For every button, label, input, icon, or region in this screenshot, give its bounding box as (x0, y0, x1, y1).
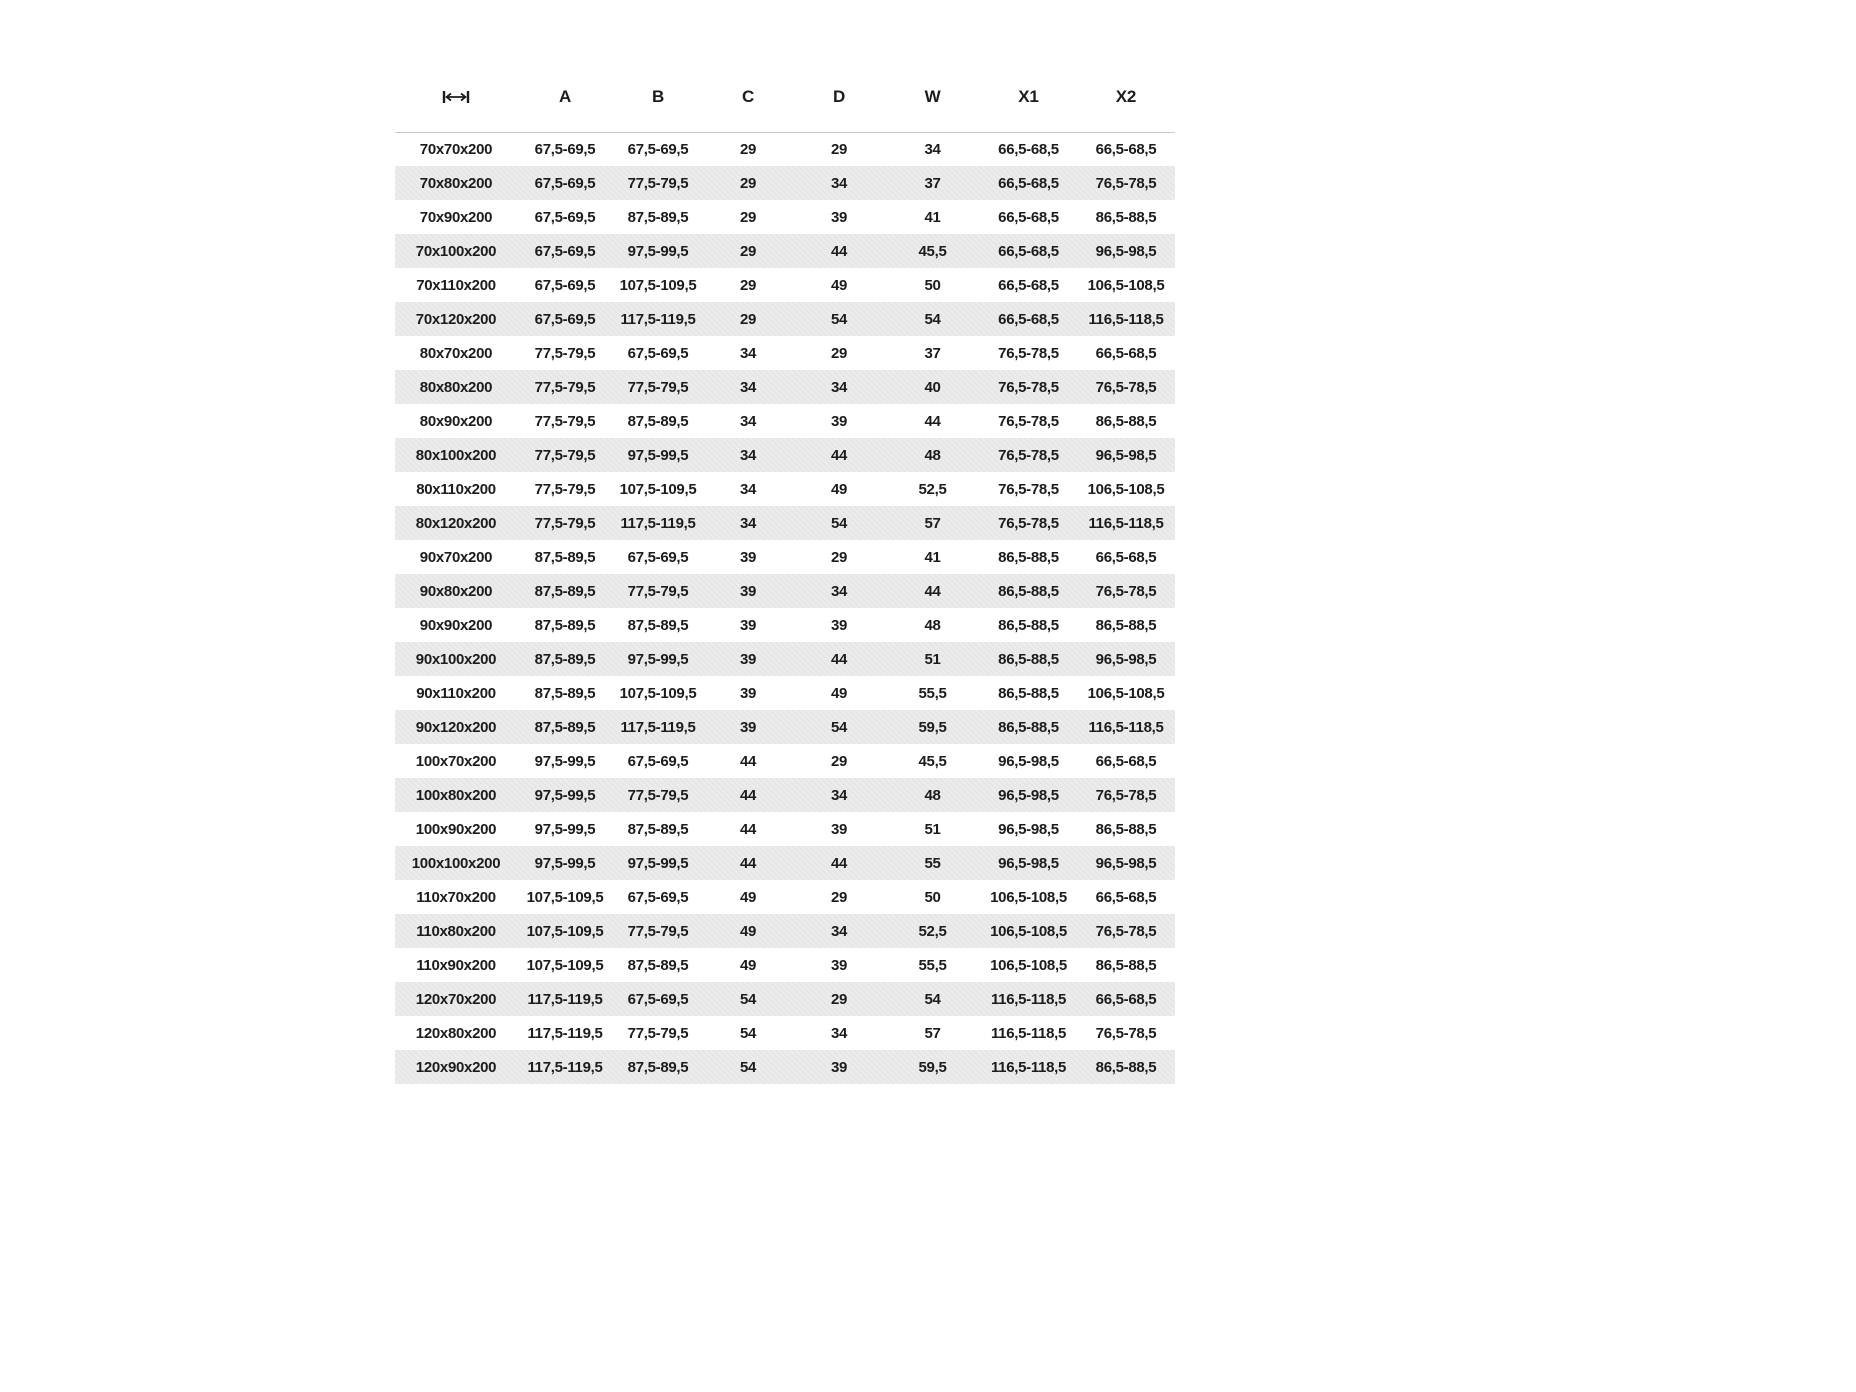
value-cell: 29 (739, 242, 757, 260)
size-cell: 70x80x200 (419, 174, 493, 192)
value-cell: 97,5-99,5 (534, 752, 596, 770)
table-row (395, 336, 1175, 370)
value-cell: 66,5-68,5 (998, 276, 1059, 294)
value-cell: 29 (830, 990, 848, 1008)
value-cell: 44 (924, 582, 941, 600)
value-cell: 66,5-68,5 (998, 140, 1059, 158)
value-cell: 40 (924, 378, 941, 396)
table-row (395, 540, 1175, 574)
table-row (395, 1050, 1175, 1084)
value-cell: 87,5-89,5 (627, 820, 689, 838)
value-cell: 96,5-98,5 (998, 786, 1059, 804)
value-cell: 54 (830, 310, 848, 328)
value-cell: 87,5-89,5 (627, 616, 689, 634)
value-cell: 67,5-69,5 (534, 208, 596, 226)
value-cell: 86,5-88,5 (998, 548, 1059, 566)
table-row (395, 812, 1175, 846)
value-cell: 66,5-68,5 (1095, 548, 1157, 566)
value-cell: 52,5 (918, 480, 947, 498)
value-cell: 86,5-88,5 (1095, 820, 1157, 838)
value-cell: 77,5-79,5 (534, 378, 596, 396)
value-cell: 76,5-78,5 (998, 446, 1059, 464)
value-cell: 39 (830, 820, 848, 838)
table-row (395, 200, 1175, 234)
value-cell: 44 (739, 752, 757, 770)
size-column-header (395, 62, 517, 132)
value-cell: 107,5-109,5 (619, 276, 697, 294)
value-cell: 49 (830, 480, 848, 498)
column-header-x1: X1 (980, 62, 1077, 132)
value-cell: 29 (830, 344, 848, 362)
value-cell: 76,5-78,5 (998, 514, 1059, 532)
value-cell: 54 (924, 990, 941, 1008)
value-cell: 86,5-88,5 (1095, 412, 1157, 430)
value-cell: 107,5-109,5 (526, 956, 604, 974)
value-cell: 117,5-119,5 (620, 310, 696, 328)
value-cell: 34 (739, 412, 757, 430)
size-cell: 120x80x200 (415, 1024, 497, 1042)
value-cell: 39 (830, 208, 848, 226)
value-cell: 50 (924, 888, 941, 906)
value-cell: 39 (739, 616, 757, 634)
value-cell: 96,5-98,5 (998, 854, 1059, 872)
value-cell: 107,5-109,5 (619, 684, 697, 702)
value-cell: 77,5-79,5 (627, 378, 689, 396)
value-cell: 34 (739, 344, 757, 362)
value-cell: 96,5-98,5 (998, 752, 1059, 770)
size-cell: 90x110x200 (416, 684, 496, 702)
value-cell: 77,5-79,5 (627, 786, 689, 804)
value-cell: 66,5-68,5 (1095, 140, 1157, 158)
value-cell: 77,5-79,5 (627, 174, 689, 192)
value-cell: 41 (924, 208, 941, 226)
table-row (395, 710, 1175, 744)
value-cell: 29 (830, 888, 848, 906)
value-cell: 29 (739, 208, 757, 226)
size-cell: 120x90x200 (415, 1058, 497, 1076)
value-cell: 44 (830, 242, 848, 260)
value-cell: 39 (830, 616, 848, 634)
table-row (395, 676, 1175, 710)
table-row (395, 268, 1175, 302)
column-header-c: C (703, 62, 793, 132)
value-cell: 116,5-118,5 (990, 1024, 1067, 1042)
value-cell: 34 (830, 174, 848, 192)
value-cell: 77,5-79,5 (627, 1024, 689, 1042)
value-cell: 48 (924, 786, 941, 804)
value-cell: 96,5-98,5 (1095, 446, 1157, 464)
value-cell: 116,5-118,5 (1088, 310, 1164, 328)
table-row (395, 880, 1175, 914)
value-cell: 57 (924, 1024, 941, 1042)
table-header-row (395, 62, 1175, 132)
table-row (395, 438, 1175, 472)
value-cell: 86,5-88,5 (998, 582, 1059, 600)
value-cell: 87,5-89,5 (627, 412, 689, 430)
value-cell: 67,5-69,5 (627, 548, 689, 566)
value-cell: 76,5-78,5 (998, 480, 1059, 498)
value-cell: 41 (924, 548, 941, 566)
value-cell: 54 (739, 990, 757, 1008)
value-cell: 34 (830, 1024, 848, 1042)
table-row (395, 846, 1175, 880)
value-cell: 66,5-68,5 (998, 174, 1059, 192)
value-cell: 34 (924, 140, 941, 158)
size-cell: 90x100x200 (415, 650, 497, 668)
value-cell: 44 (739, 854, 757, 872)
size-cell: 70x90x200 (419, 208, 493, 226)
table-row (395, 132, 1175, 166)
value-cell: 59,5 (918, 718, 947, 736)
value-cell: 76,5-78,5 (998, 412, 1059, 430)
value-cell: 106,5-108,5 (990, 888, 1067, 906)
value-cell: 76,5-78,5 (1095, 582, 1157, 600)
value-cell: 77,5-79,5 (627, 922, 689, 940)
value-cell: 67,5-69,5 (534, 310, 596, 328)
value-cell: 48 (924, 446, 941, 464)
value-cell: 45,5 (918, 242, 947, 260)
value-cell: 34 (739, 378, 757, 396)
value-cell: 66,5-68,5 (998, 310, 1059, 328)
value-cell: 106,5-108,5 (1087, 480, 1165, 498)
value-cell: 77,5-79,5 (534, 446, 596, 464)
value-cell: 76,5-78,5 (1095, 922, 1157, 940)
value-cell: 45,5 (918, 752, 947, 770)
value-cell: 96,5-98,5 (1095, 650, 1157, 668)
value-cell: 67,5-69,5 (627, 344, 689, 362)
value-cell: 66,5-68,5 (1095, 752, 1157, 770)
value-cell: 86,5-88,5 (1095, 616, 1157, 634)
value-cell: 67,5-69,5 (534, 174, 596, 192)
value-cell: 87,5-89,5 (627, 956, 689, 974)
size-cell: 90x80x200 (419, 582, 493, 600)
value-cell: 87,5-89,5 (534, 582, 596, 600)
value-cell: 86,5-88,5 (998, 684, 1059, 702)
value-cell: 51 (924, 820, 941, 838)
value-cell: 67,5-69,5 (627, 752, 689, 770)
value-cell: 76,5-78,5 (1095, 174, 1157, 192)
value-cell: 77,5-79,5 (534, 412, 596, 430)
value-cell: 54 (830, 514, 848, 532)
value-cell: 29 (830, 548, 848, 566)
value-cell: 116,5-118,5 (990, 1058, 1067, 1076)
size-cell: 120x70x200 (415, 990, 497, 1008)
value-cell: 37 (924, 344, 941, 362)
value-cell: 49 (739, 956, 757, 974)
value-cell: 66,5-68,5 (1095, 990, 1157, 1008)
value-cell: 57 (924, 514, 941, 532)
table-row (395, 472, 1175, 506)
value-cell: 34 (830, 786, 848, 804)
value-cell: 67,5-69,5 (627, 888, 689, 906)
value-cell: 77,5-79,5 (627, 582, 689, 600)
value-cell: 44 (924, 412, 941, 430)
size-cell: 90x90x200 (419, 616, 493, 634)
dimensions-table-container (395, 62, 1175, 1084)
value-cell: 34 (830, 378, 848, 396)
size-cell: 80x70x200 (419, 344, 493, 362)
value-cell: 117,5-119,5 (620, 718, 696, 736)
value-cell: 86,5-88,5 (998, 616, 1059, 634)
value-cell: 76,5-78,5 (1095, 786, 1157, 804)
value-cell: 29 (739, 174, 757, 192)
value-cell: 67,5-69,5 (534, 140, 596, 158)
value-cell: 50 (924, 276, 941, 294)
value-cell: 86,5-88,5 (1095, 956, 1157, 974)
value-cell: 76,5-78,5 (998, 344, 1059, 362)
table-row (395, 302, 1175, 336)
value-cell: 39 (830, 956, 848, 974)
value-cell: 87,5-89,5 (627, 208, 689, 226)
value-cell: 67,5-69,5 (534, 242, 596, 260)
table-row (395, 404, 1175, 438)
value-cell: 117,5-119,5 (620, 514, 696, 532)
value-cell: 76,5-78,5 (1095, 1024, 1157, 1042)
value-cell: 55,5 (918, 956, 947, 974)
size-cell: 80x110x200 (416, 480, 496, 498)
value-cell: 39 (830, 1058, 848, 1076)
value-cell: 39 (739, 650, 757, 668)
table-body (395, 132, 1175, 1084)
size-cell: 100x80x200 (415, 786, 497, 804)
table-row (395, 574, 1175, 608)
size-cell: 90x70x200 (419, 548, 493, 566)
value-cell: 39 (830, 412, 848, 430)
value-cell: 29 (830, 140, 848, 158)
table-row (395, 370, 1175, 404)
value-cell: 77,5-79,5 (534, 514, 596, 532)
value-cell: 97,5-99,5 (534, 854, 596, 872)
value-cell: 44 (739, 786, 757, 804)
value-cell: 87,5-89,5 (534, 548, 596, 566)
value-cell: 106,5-108,5 (1087, 276, 1165, 294)
value-cell: 34 (739, 446, 757, 464)
table-row (395, 166, 1175, 200)
value-cell: 34 (830, 582, 848, 600)
column-header-w: W (885, 62, 980, 132)
size-cell: 100x90x200 (415, 820, 497, 838)
size-cell: 110x70x200 (416, 888, 496, 906)
value-cell: 39 (739, 548, 757, 566)
value-cell: 66,5-68,5 (998, 242, 1059, 260)
value-cell: 106,5-108,5 (990, 922, 1067, 940)
value-cell: 29 (830, 752, 848, 770)
size-cell: 80x100x200 (415, 446, 497, 464)
column-header-x2: X2 (1077, 62, 1175, 132)
value-cell: 54 (924, 310, 941, 328)
table-row (395, 778, 1175, 812)
value-cell: 44 (830, 854, 848, 872)
value-cell: 106,5-108,5 (1087, 684, 1165, 702)
value-cell: 87,5-89,5 (534, 718, 596, 736)
table-row (395, 608, 1175, 642)
value-cell: 116,5-118,5 (990, 990, 1067, 1008)
value-cell: 54 (739, 1058, 757, 1076)
value-cell: 107,5-109,5 (526, 888, 604, 906)
value-cell: 48 (924, 616, 941, 634)
value-cell: 97,5-99,5 (627, 446, 689, 464)
value-cell: 51 (924, 650, 941, 668)
column-header-b: B (613, 62, 703, 132)
table-row (395, 1016, 1175, 1050)
value-cell: 52,5 (918, 922, 947, 940)
value-cell: 54 (830, 718, 848, 736)
value-cell: 34 (830, 922, 848, 940)
value-cell: 86,5-88,5 (998, 650, 1059, 668)
value-cell: 87,5-89,5 (534, 616, 596, 634)
value-cell: 34 (739, 480, 757, 498)
size-cell: 70x120x200 (415, 310, 497, 328)
value-cell: 86,5-88,5 (998, 718, 1059, 736)
value-cell: 87,5-89,5 (534, 684, 596, 702)
size-cell: 90x120x200 (415, 718, 497, 736)
value-cell: 76,5-78,5 (1095, 378, 1157, 396)
value-cell: 116,5-118,5 (1088, 514, 1164, 532)
value-cell: 67,5-69,5 (534, 276, 596, 294)
value-cell: 77,5-79,5 (534, 344, 596, 362)
value-cell: 39 (739, 582, 757, 600)
value-cell: 39 (739, 718, 757, 736)
size-cell: 100x100x200 (411, 854, 501, 872)
value-cell: 97,5-99,5 (627, 650, 689, 668)
table-row (395, 642, 1175, 676)
size-cell: 70x70x200 (419, 140, 493, 158)
table-row (395, 506, 1175, 540)
value-cell: 29 (739, 310, 757, 328)
table-row (395, 914, 1175, 948)
size-cell: 110x80x200 (416, 922, 496, 940)
value-cell: 67,5-69,5 (627, 140, 689, 158)
value-cell: 96,5-98,5 (1095, 242, 1157, 260)
value-cell: 97,5-99,5 (534, 820, 596, 838)
table-row (395, 982, 1175, 1016)
value-cell: 97,5-99,5 (627, 242, 689, 260)
value-cell: 97,5-99,5 (534, 786, 596, 804)
value-cell: 59,5 (918, 1058, 947, 1076)
size-cell: 70x110x200 (416, 276, 496, 294)
value-cell: 66,5-68,5 (1095, 344, 1157, 362)
size-cell: 100x70x200 (415, 752, 497, 770)
dimensions-table (395, 62, 1175, 1084)
column-header-a: A (517, 62, 613, 132)
table-row (395, 234, 1175, 268)
size-cell: 80x80x200 (419, 378, 493, 396)
table-row (395, 948, 1175, 982)
value-cell: 44 (830, 446, 848, 464)
value-cell: 86,5-88,5 (1095, 208, 1157, 226)
value-cell: 76,5-78,5 (998, 378, 1059, 396)
size-cell: 80x120x200 (415, 514, 497, 532)
value-cell: 66,5-68,5 (1095, 888, 1157, 906)
value-cell: 117,5-119,5 (527, 1058, 603, 1076)
value-cell: 87,5-89,5 (534, 650, 596, 668)
value-cell: 86,5-88,5 (1095, 1058, 1157, 1076)
value-cell: 29 (739, 276, 757, 294)
value-cell: 49 (830, 684, 848, 702)
value-cell: 106,5-108,5 (990, 956, 1067, 974)
value-cell: 67,5-69,5 (627, 990, 689, 1008)
value-cell: 87,5-89,5 (627, 1058, 689, 1076)
value-cell: 116,5-118,5 (1088, 718, 1164, 736)
value-cell: 77,5-79,5 (534, 480, 596, 498)
value-cell: 44 (739, 820, 757, 838)
value-cell: 29 (739, 140, 757, 158)
value-cell: 96,5-98,5 (998, 820, 1059, 838)
value-cell: 97,5-99,5 (627, 854, 689, 872)
value-cell: 107,5-109,5 (526, 922, 604, 940)
value-cell: 55,5 (918, 684, 947, 702)
value-cell: 107,5-109,5 (619, 480, 697, 498)
table-row (395, 744, 1175, 778)
value-cell: 96,5-98,5 (1095, 854, 1157, 872)
size-cell: 70x100x200 (415, 242, 497, 260)
value-cell: 49 (739, 888, 757, 906)
value-cell: 117,5-119,5 (527, 990, 603, 1008)
value-cell: 54 (739, 1024, 757, 1042)
size-cell: 80x90x200 (419, 412, 493, 430)
value-cell: 117,5-119,5 (527, 1024, 603, 1042)
value-cell: 49 (739, 922, 757, 940)
value-cell: 37 (924, 174, 941, 192)
value-cell: 39 (739, 684, 757, 702)
value-cell: 34 (739, 514, 757, 532)
value-cell: 44 (830, 650, 848, 668)
value-cell: 49 (830, 276, 848, 294)
size-cell: 110x90x200 (416, 956, 496, 974)
value-cell: 66,5-68,5 (998, 208, 1059, 226)
column-header-d: D (793, 62, 885, 132)
width-dimension-icon (442, 90, 470, 104)
value-cell: 55 (924, 854, 941, 872)
